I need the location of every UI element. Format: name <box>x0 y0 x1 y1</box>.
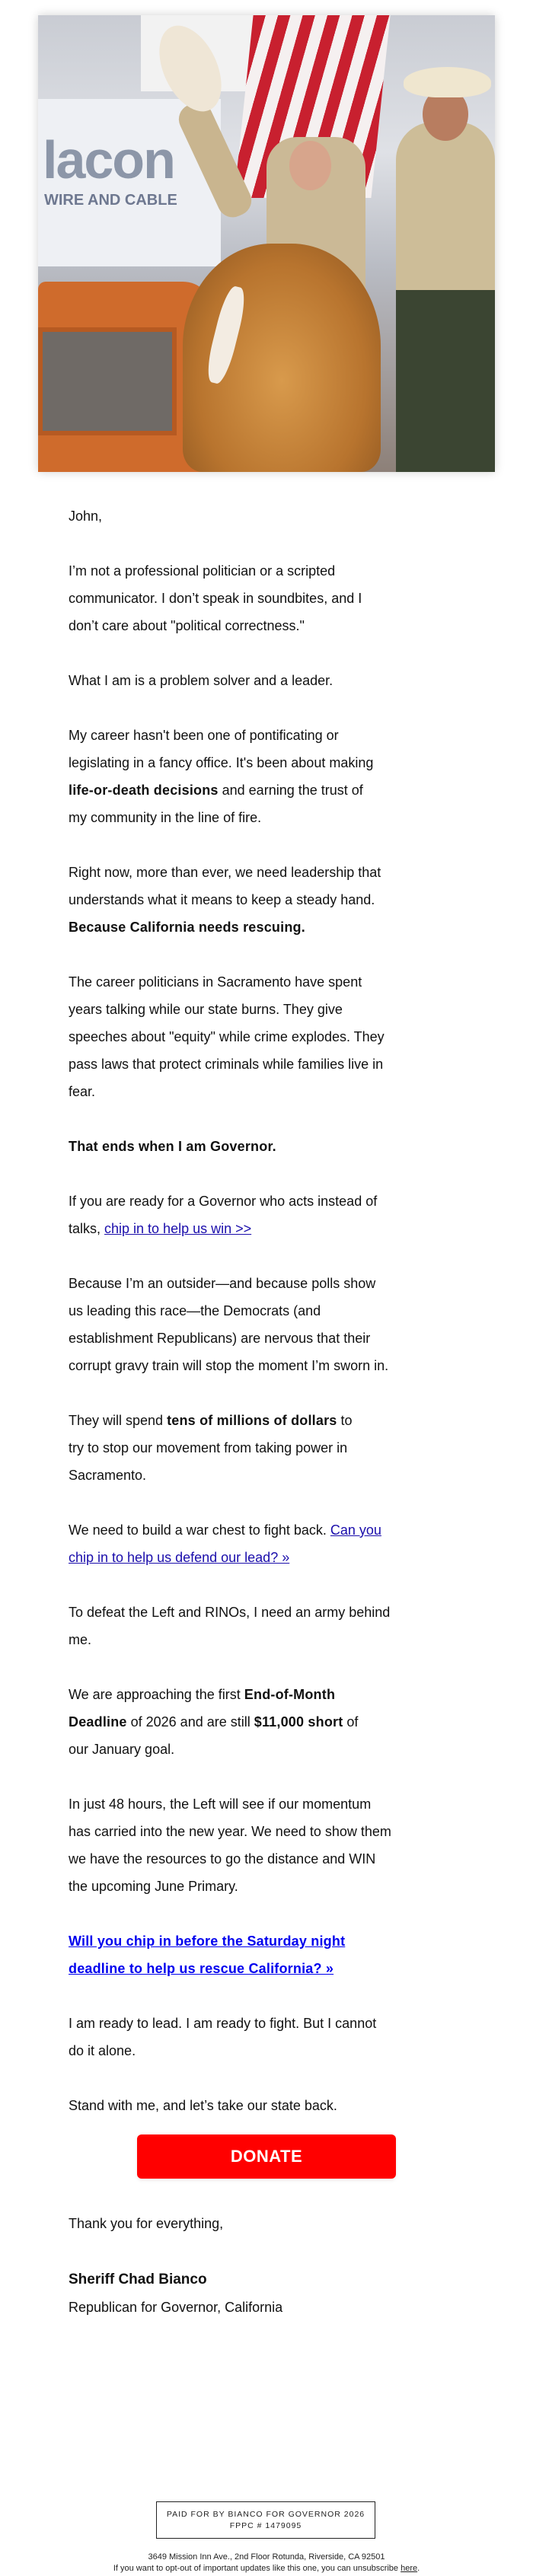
text: of <box>343 1714 359 1730</box>
paragraph-line <box>69 1352 480 1379</box>
paragraph-line <box>69 722 480 749</box>
paragraph-line <box>69 968 480 996</box>
paid-for-text: PAID FOR BY BIANCO FOR GOVERNOR 2026 <box>166 2510 365 2519</box>
body-paragraph <box>69 1516 480 1571</box>
body-paragraph <box>69 1927 480 1982</box>
body-paragraph <box>69 1407 480 1489</box>
text: Right now, more than ever, we need leadership that <box>69 865 381 880</box>
donation-link[interactable]: Will you chip in before the Saturday night <box>69 1934 346 1949</box>
text: to <box>337 1413 353 1428</box>
bold-text: Deadline <box>69 1714 127 1730</box>
paragraph-line <box>69 859 480 886</box>
paragraph-line <box>69 749 480 776</box>
paragraph-line <box>69 776 480 804</box>
text: pass laws that protect criminals while families live in <box>69 1057 384 1072</box>
body-paragraph <box>69 667 480 694</box>
body-paragraph <box>69 2092 480 2119</box>
footer-optout <box>0 2563 533 2574</box>
donate-button[interactable]: DONATE <box>137 2134 396 2179</box>
banner-text: WIRE AND CABLE <box>44 192 177 209</box>
signature-name: Sheriff Chad Bianco <box>69 2272 207 2287</box>
officer-hat <box>404 67 491 97</box>
text: fear. <box>69 1084 96 1099</box>
paragraph-line <box>69 585 480 612</box>
fppc-number: FPPC # 1479095 <box>229 2521 302 2530</box>
paragraph-line <box>69 1023 480 1050</box>
paragraph-line <box>69 886 480 913</box>
donation-link[interactable]: deadline to help us rescue California? » <box>69 1961 334 1976</box>
paragraph-line <box>69 1188 480 1215</box>
paragraph-line <box>69 1626 480 1653</box>
paragraph-line <box>69 612 480 639</box>
truck-window <box>38 327 177 435</box>
paragraph-line <box>69 1325 480 1352</box>
paragraph-line <box>69 1873 480 1900</box>
paragraph-line <box>69 1133 480 1160</box>
body-paragraph <box>69 1790 480 1900</box>
text: To defeat the Left and RINOs, I need an army behind <box>69 1605 391 1620</box>
paragraph-line <box>69 1516 480 1544</box>
unsubscribe-link[interactable]: here <box>401 2564 418 2573</box>
paragraph-line <box>69 1434 480 1462</box>
paragraph-line <box>69 1790 480 1818</box>
paragraph-line <box>69 1736 480 1763</box>
paragraph-line <box>69 1462 480 1489</box>
text: understands what it means to keep a steady hand. <box>69 892 375 907</box>
text: If you are ready for a Governor who acts instead of <box>69 1194 378 1209</box>
footer-address: 3649 Mission Inn Ave., 2nd Floor Rotunda, Riverside, CA 92501 <box>148 2552 385 2562</box>
text: We need to build a war chest to fight back. <box>69 1522 330 1538</box>
body-paragraph <box>69 968 480 1105</box>
body-paragraph <box>69 1133 480 1160</box>
greeting: John, <box>69 509 103 524</box>
paragraph-line <box>69 1215 480 1242</box>
text: I’m not a professional politician or a scripted <box>69 563 336 579</box>
paragraph-line <box>69 1407 480 1434</box>
paragraph-line <box>69 996 480 1023</box>
bold-text: tens of millions of dollars <box>167 1413 337 1428</box>
text: talks, <box>69 1221 105 1236</box>
body-paragraphs <box>69 557 480 2119</box>
text: has carried into the new year. We need to show them <box>69 1824 391 1839</box>
bold-text: life-or-death decisions <box>69 783 219 798</box>
bold-text: $11,000 short <box>254 1714 343 1730</box>
text: legislating in a fancy office. It's been about making <box>69 755 374 770</box>
text: What I am is a problem solver and a leader. <box>69 673 334 688</box>
paragraph-line <box>69 1681 480 1708</box>
text: we have the resources to go the distance and WIN <box>69 1851 376 1867</box>
text: years talking while our state burns. They give <box>69 1002 343 1017</box>
body-paragraph <box>69 557 480 639</box>
paragraph-line <box>69 1708 480 1736</box>
paragraph-line <box>69 2037 480 2064</box>
paragraph-line <box>69 667 480 694</box>
signature-title: Republican for Governor, California <box>69 2300 283 2315</box>
text: the upcoming June Primary. <box>69 1879 238 1894</box>
standing-officer <box>396 122 495 472</box>
body-paragraph <box>69 1681 480 1763</box>
text: We are approaching the first <box>69 1687 244 1702</box>
body-paragraph <box>69 1270 480 1379</box>
closing: Thank you for everything, <box>69 2216 224 2231</box>
text: us leading this race—the Democrats (and <box>69 1303 321 1318</box>
text: Stand with me, and let’s take our state back. <box>69 2098 337 2113</box>
text: try to stop our movement from taking power in <box>69 1440 348 1455</box>
paragraph-line <box>69 804 480 831</box>
text: speeches about "equity" while crime explodes. They <box>69 1029 385 1044</box>
body-paragraph <box>69 859 480 941</box>
paragraph-line <box>69 1270 480 1297</box>
email-body <box>69 502 480 2321</box>
text: The career politicians in Sacramento have spent <box>69 974 362 990</box>
paragraph-line <box>69 1544 480 1571</box>
paragraph-line <box>69 1818 480 1845</box>
text: In just 48 hours, the Left will see if our momentum <box>69 1797 372 1812</box>
text: establishment Republicans) are nervous that their <box>69 1331 371 1346</box>
paragraph-line <box>69 1050 480 1078</box>
paragraph-line <box>69 913 480 941</box>
paragraph-line <box>69 1297 480 1325</box>
hero-photo <box>38 15 495 472</box>
optout-end: . <box>417 2564 420 2573</box>
text: corrupt gravy train will stop the moment I’m sworn in. <box>69 1358 389 1373</box>
text: of 2026 and are still <box>126 1714 254 1730</box>
banner-logo: lacon <box>43 130 174 190</box>
text: and earning the trust of <box>218 783 363 798</box>
text: don’t care about "political correctness." <box>69 618 305 633</box>
text: Sacramento. <box>69 1468 147 1483</box>
paid-for-disclaimer <box>156 2501 375 2539</box>
paragraph-line <box>69 1927 480 1955</box>
body-paragraph <box>69 2010 480 2064</box>
text: do it alone. <box>69 2043 136 2058</box>
paragraph-line <box>69 1955 480 1982</box>
paragraph-line <box>69 2092 480 2119</box>
bold-text: Because California needs rescuing. <box>69 920 305 935</box>
paragraph-line <box>69 557 480 585</box>
body-paragraph <box>69 722 480 831</box>
bold-text: End-of-Month <box>244 1687 336 1702</box>
text: my community in the line of fire. <box>69 810 262 825</box>
bold-text: That ends when I am Governor. <box>69 1139 276 1154</box>
text: communicator. I don’t speak in soundbites, and I <box>69 591 362 606</box>
text: Because I’m an outsider—and because polls show <box>69 1276 376 1291</box>
donation-link[interactable]: Can you <box>330 1522 381 1538</box>
text: our January goal. <box>69 1742 175 1757</box>
paragraph-line <box>69 1845 480 1873</box>
paragraph-line <box>69 1599 480 1626</box>
donation-link[interactable]: chip in to help us win >> <box>104 1221 252 1236</box>
body-paragraph <box>69 1599 480 1653</box>
paragraph-line <box>69 1078 480 1105</box>
donation-link[interactable]: chip in to help us defend our lead? » <box>69 1550 290 1565</box>
optout-text: If you want to opt-out of important updates like this one, you can unsubscribe <box>113 2564 401 2573</box>
body-paragraph <box>69 1188 480 1242</box>
text: I am ready to lead. I am ready to fight. But I cannot <box>69 2016 377 2031</box>
rider-head <box>289 141 331 190</box>
text: They will spend <box>69 1413 168 1428</box>
text: me. <box>69 1632 92 1647</box>
text: My career hasn't been one of pontificating or <box>69 728 339 743</box>
paragraph-line <box>69 2010 480 2037</box>
